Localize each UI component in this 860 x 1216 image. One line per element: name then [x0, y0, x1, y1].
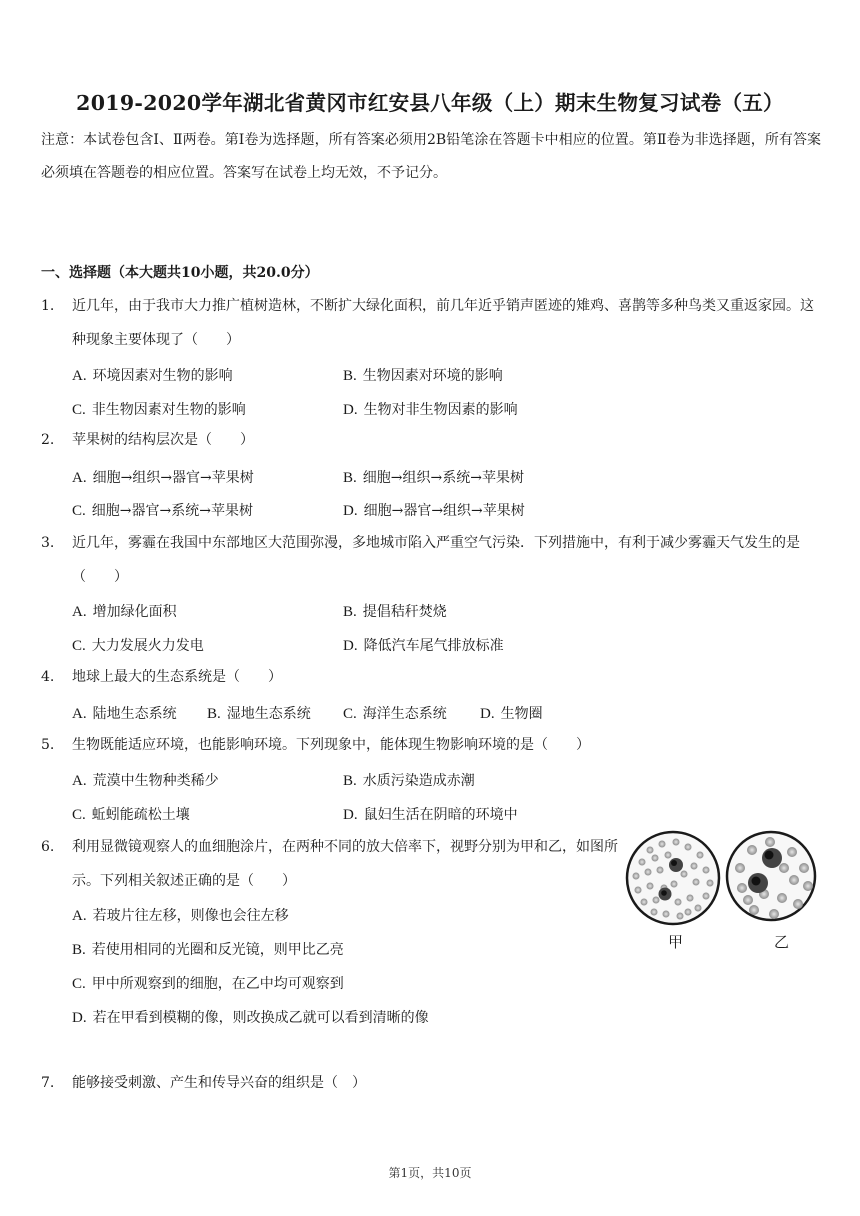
question-text: 利用显微镜观察人的血细胞涂片，在两种不同的放大倍率下，视野分别为甲和乙，如图所示。下列相关叙述正确的是（ ）: [72, 839, 618, 889]
question-text: 近几年，雾霾在我国中东部地区大范围弥漫，多地城市陷入严重空气污染．下列措施中，有利于减少雾霾天气发生的是（ ）: [72, 535, 800, 585]
option-3d[interactable]: D. 降低汽车尾气排放标准: [343, 638, 504, 654]
question-1: [41, 298, 821, 358]
option-6c[interactable]: C. 甲中所观察到的细胞，在乙中均可观察到: [72, 976, 344, 992]
microscope-fields-image: [622, 828, 822, 928]
section-heading: 一、选择题（本大题共10小题，共20.0分）: [41, 265, 319, 281]
option-6a[interactable]: A. 若玻片往左移，则像也会往左移: [72, 908, 289, 924]
option-5b[interactable]: B. 水质污染造成赤潮: [343, 773, 475, 789]
question-2: [41, 432, 821, 462]
question-text: 苹果树的结构层次是（ ）: [72, 432, 254, 448]
exam-notice: 注意：本试卷包含Ⅰ、Ⅱ两卷。第Ⅰ卷为选择题，所有答案必须用2B铅笔涂在答题卡中相应的位置。第Ⅱ卷为非选择题，所有答案必须填在答题卷的相应位置。答案写在试卷上均无效，不予记分。: [41, 132, 821, 181]
page-title: 2019-2020学年湖北省黄冈市红安县八年级（上）期末生物复习试卷（五）: [76, 91, 784, 115]
option-4a[interactable]: A. 陆地生态系统: [72, 706, 177, 722]
question-4: [41, 669, 821, 699]
microscope-figure: [622, 828, 822, 953]
option-4d[interactable]: D. 生物圈: [480, 706, 543, 722]
question-number: 3.: [41, 535, 55, 551]
option-3a[interactable]: A. 增加绿化面积: [72, 604, 177, 620]
option-6b[interactable]: B. 若使用相同的光圈和反光镜，则甲比乙亮: [72, 942, 344, 958]
question-number: 4.: [41, 669, 55, 685]
option-5a[interactable]: A. 荒漠中生物种类稀少: [72, 773, 219, 789]
question-text: 生物既能适应环境，也能影响环境。下列现象中，能体现生物影响环境的是（ ）: [72, 737, 590, 753]
question-5: [41, 737, 821, 767]
question-3: [41, 535, 821, 595]
question-text: 能够接受刺激、产生和传导兴奋的组织是（ ）: [72, 1075, 366, 1091]
option-2b[interactable]: B. 细胞→组织→系统→苹果树: [343, 470, 524, 486]
question-7: [41, 1075, 821, 1105]
field-yi: [727, 832, 815, 920]
question-number: 5.: [41, 737, 55, 753]
option-3b[interactable]: B. 提倡秸秆焚烧: [343, 604, 447, 620]
question-number: 6.: [41, 839, 55, 855]
option-5c[interactable]: C. 蚯蚓能疏松土壤: [72, 807, 190, 823]
option-6d[interactable]: D. 若在甲看到模糊的像，则改换成乙就可以看到清晰的像: [72, 1010, 429, 1026]
option-1a[interactable]: A. 环境因素对生物的影响: [72, 368, 233, 384]
question-number: 1.: [41, 298, 55, 314]
page-footer: 第1页，共10页: [388, 1166, 472, 1180]
option-1d[interactable]: D. 生物对非生物因素的影响: [343, 402, 518, 418]
option-2a[interactable]: A. 细胞→组织→器官→苹果树: [72, 470, 254, 486]
option-3c[interactable]: C. 大力发展火力发电: [72, 638, 204, 654]
option-1c[interactable]: C. 非生物因素对生物的影响: [72, 402, 246, 418]
option-4b[interactable]: B. 湿地生态系统: [207, 706, 311, 722]
figure-label-yi: 乙: [774, 933, 790, 951]
figure-label-jia: 甲: [668, 933, 684, 951]
option-5d[interactable]: D. 鼠妇生活在阴暗的环境中: [343, 807, 518, 823]
question-number: 2.: [41, 432, 55, 448]
question-text: 地球上最大的生态系统是（ ）: [72, 669, 282, 685]
option-1b[interactable]: B. 生物因素对环境的影响: [343, 368, 503, 384]
option-2d[interactable]: D. 细胞→器官→组织→苹果树: [343, 503, 525, 519]
question-6: [41, 839, 621, 899]
option-4c[interactable]: C. 海洋生态系统: [343, 706, 447, 722]
question-text: 近几年，由于我市大力推广植树造林，不断扩大绿化面积，前几年近乎销声匿迹的雉鸡、喜鹊等多种鸟类又重返家园。这种现象主要体现了（ ）: [72, 298, 814, 348]
field-jia: [627, 832, 719, 924]
option-2c[interactable]: C. 细胞→器官→系统→苹果树: [72, 503, 253, 519]
question-number: 7.: [41, 1075, 55, 1091]
